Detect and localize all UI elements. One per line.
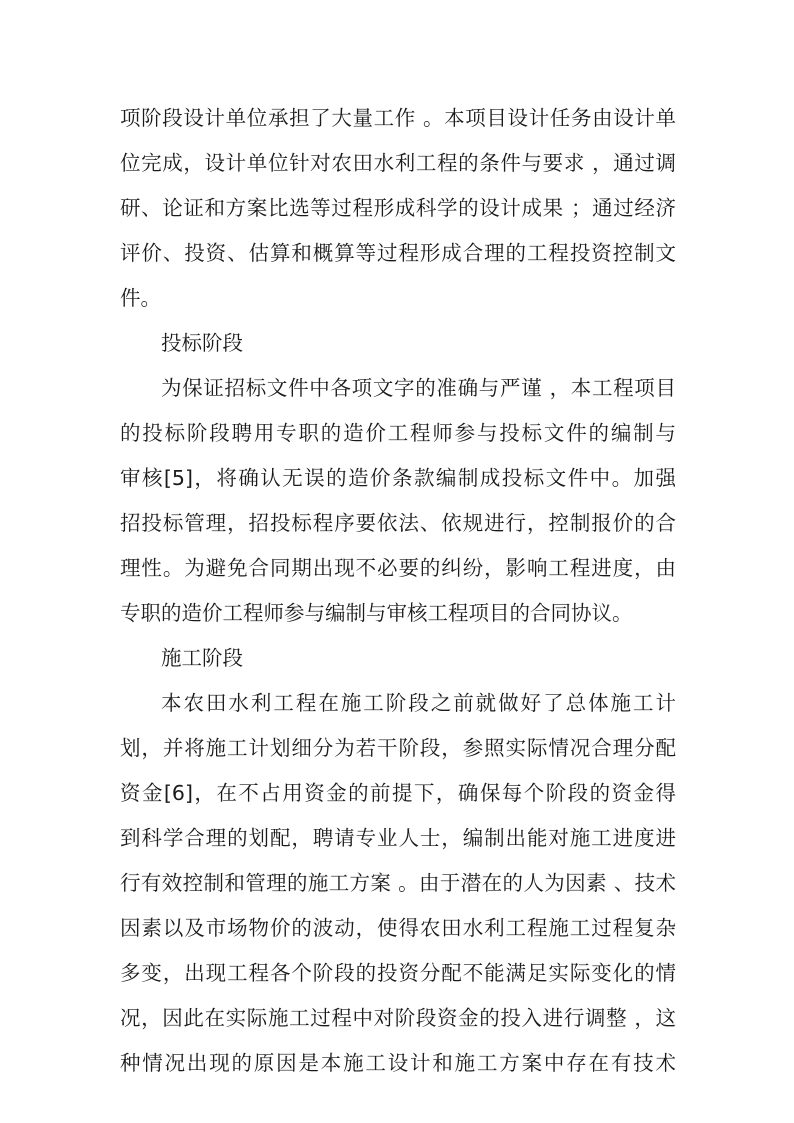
text-line: 项阶段设计单位承担了大量工作 。本项目设计任务由设计单 bbox=[120, 106, 676, 130]
paragraph-design-stage bbox=[120, 96, 676, 321]
text-line: 到科学合理的划配，聘请专业人士，编制出能对施工进度进 bbox=[120, 826, 676, 850]
text-line: 的投标阶段聘用专职的造价工程师参与投标文件的编制与 bbox=[120, 421, 676, 445]
text-line: 位完成，设计单位针对农田水利工程的条件与要求 ，通过调 bbox=[120, 151, 676, 175]
section-heading-bid-stage: 投标阶段 bbox=[161, 331, 243, 355]
document-page bbox=[120, 96, 676, 1086]
text-line: 评价、投资、估算和概算等过程形成合理的工程投资控制文 bbox=[120, 241, 676, 265]
text-line: 多变，出现工程各个阶段的投资分配不能满足实际变化的情 bbox=[120, 961, 676, 985]
text-line: 招投标管理，招投标程序要依法、依规进行，控制报价的合 bbox=[120, 511, 676, 535]
text-line: 划，并将施工计划细分为若干阶段，参照实际情况合理分配 bbox=[120, 736, 676, 760]
section-heading-construction-stage: 施工阶段 bbox=[161, 646, 243, 670]
text-line: 为保证招标文件中各项文字的准确与严谨 ，本工程项目 bbox=[161, 376, 676, 400]
paragraph-bid-stage bbox=[120, 366, 676, 636]
text-line: 因素以及市场物价的波动，使得农田水利工程施工过程复杂 bbox=[120, 916, 676, 940]
paragraph-construction-stage bbox=[120, 681, 676, 1086]
text-line: 本农田水利工程在施工阶段之前就做好了总体施工计 bbox=[161, 691, 676, 715]
text-line: 资金[6]，在不占用资金的前提下，确保每个阶段的资金得 bbox=[120, 781, 676, 805]
text-line: 种情况出现的原因是本施工设计和施工方案中存在有技术 bbox=[120, 1051, 676, 1075]
text-line: 专职的造价工程师参与编制与审核工程项目的合同协议。 bbox=[120, 601, 633, 625]
text-line: 理性。为避免合同期出现不必要的纠纷，影响工程进度，由 bbox=[120, 556, 676, 580]
text-line: 况，因此在实际施工过程中对阶段资金的投入进行调整 ，这 bbox=[120, 1006, 676, 1030]
text-line: 件。 bbox=[120, 286, 161, 310]
text-line: 行有效控制和管理的施工方案 。由于潜在的人为因素 、技术 bbox=[120, 871, 676, 895]
text-line: 研、论证和方案比选等过程形成科学的设计成果 ；通过经济 bbox=[120, 196, 676, 220]
text-line: 审核[5]，将确认无误的造价条款编制成投标文件中。加强 bbox=[120, 466, 676, 490]
